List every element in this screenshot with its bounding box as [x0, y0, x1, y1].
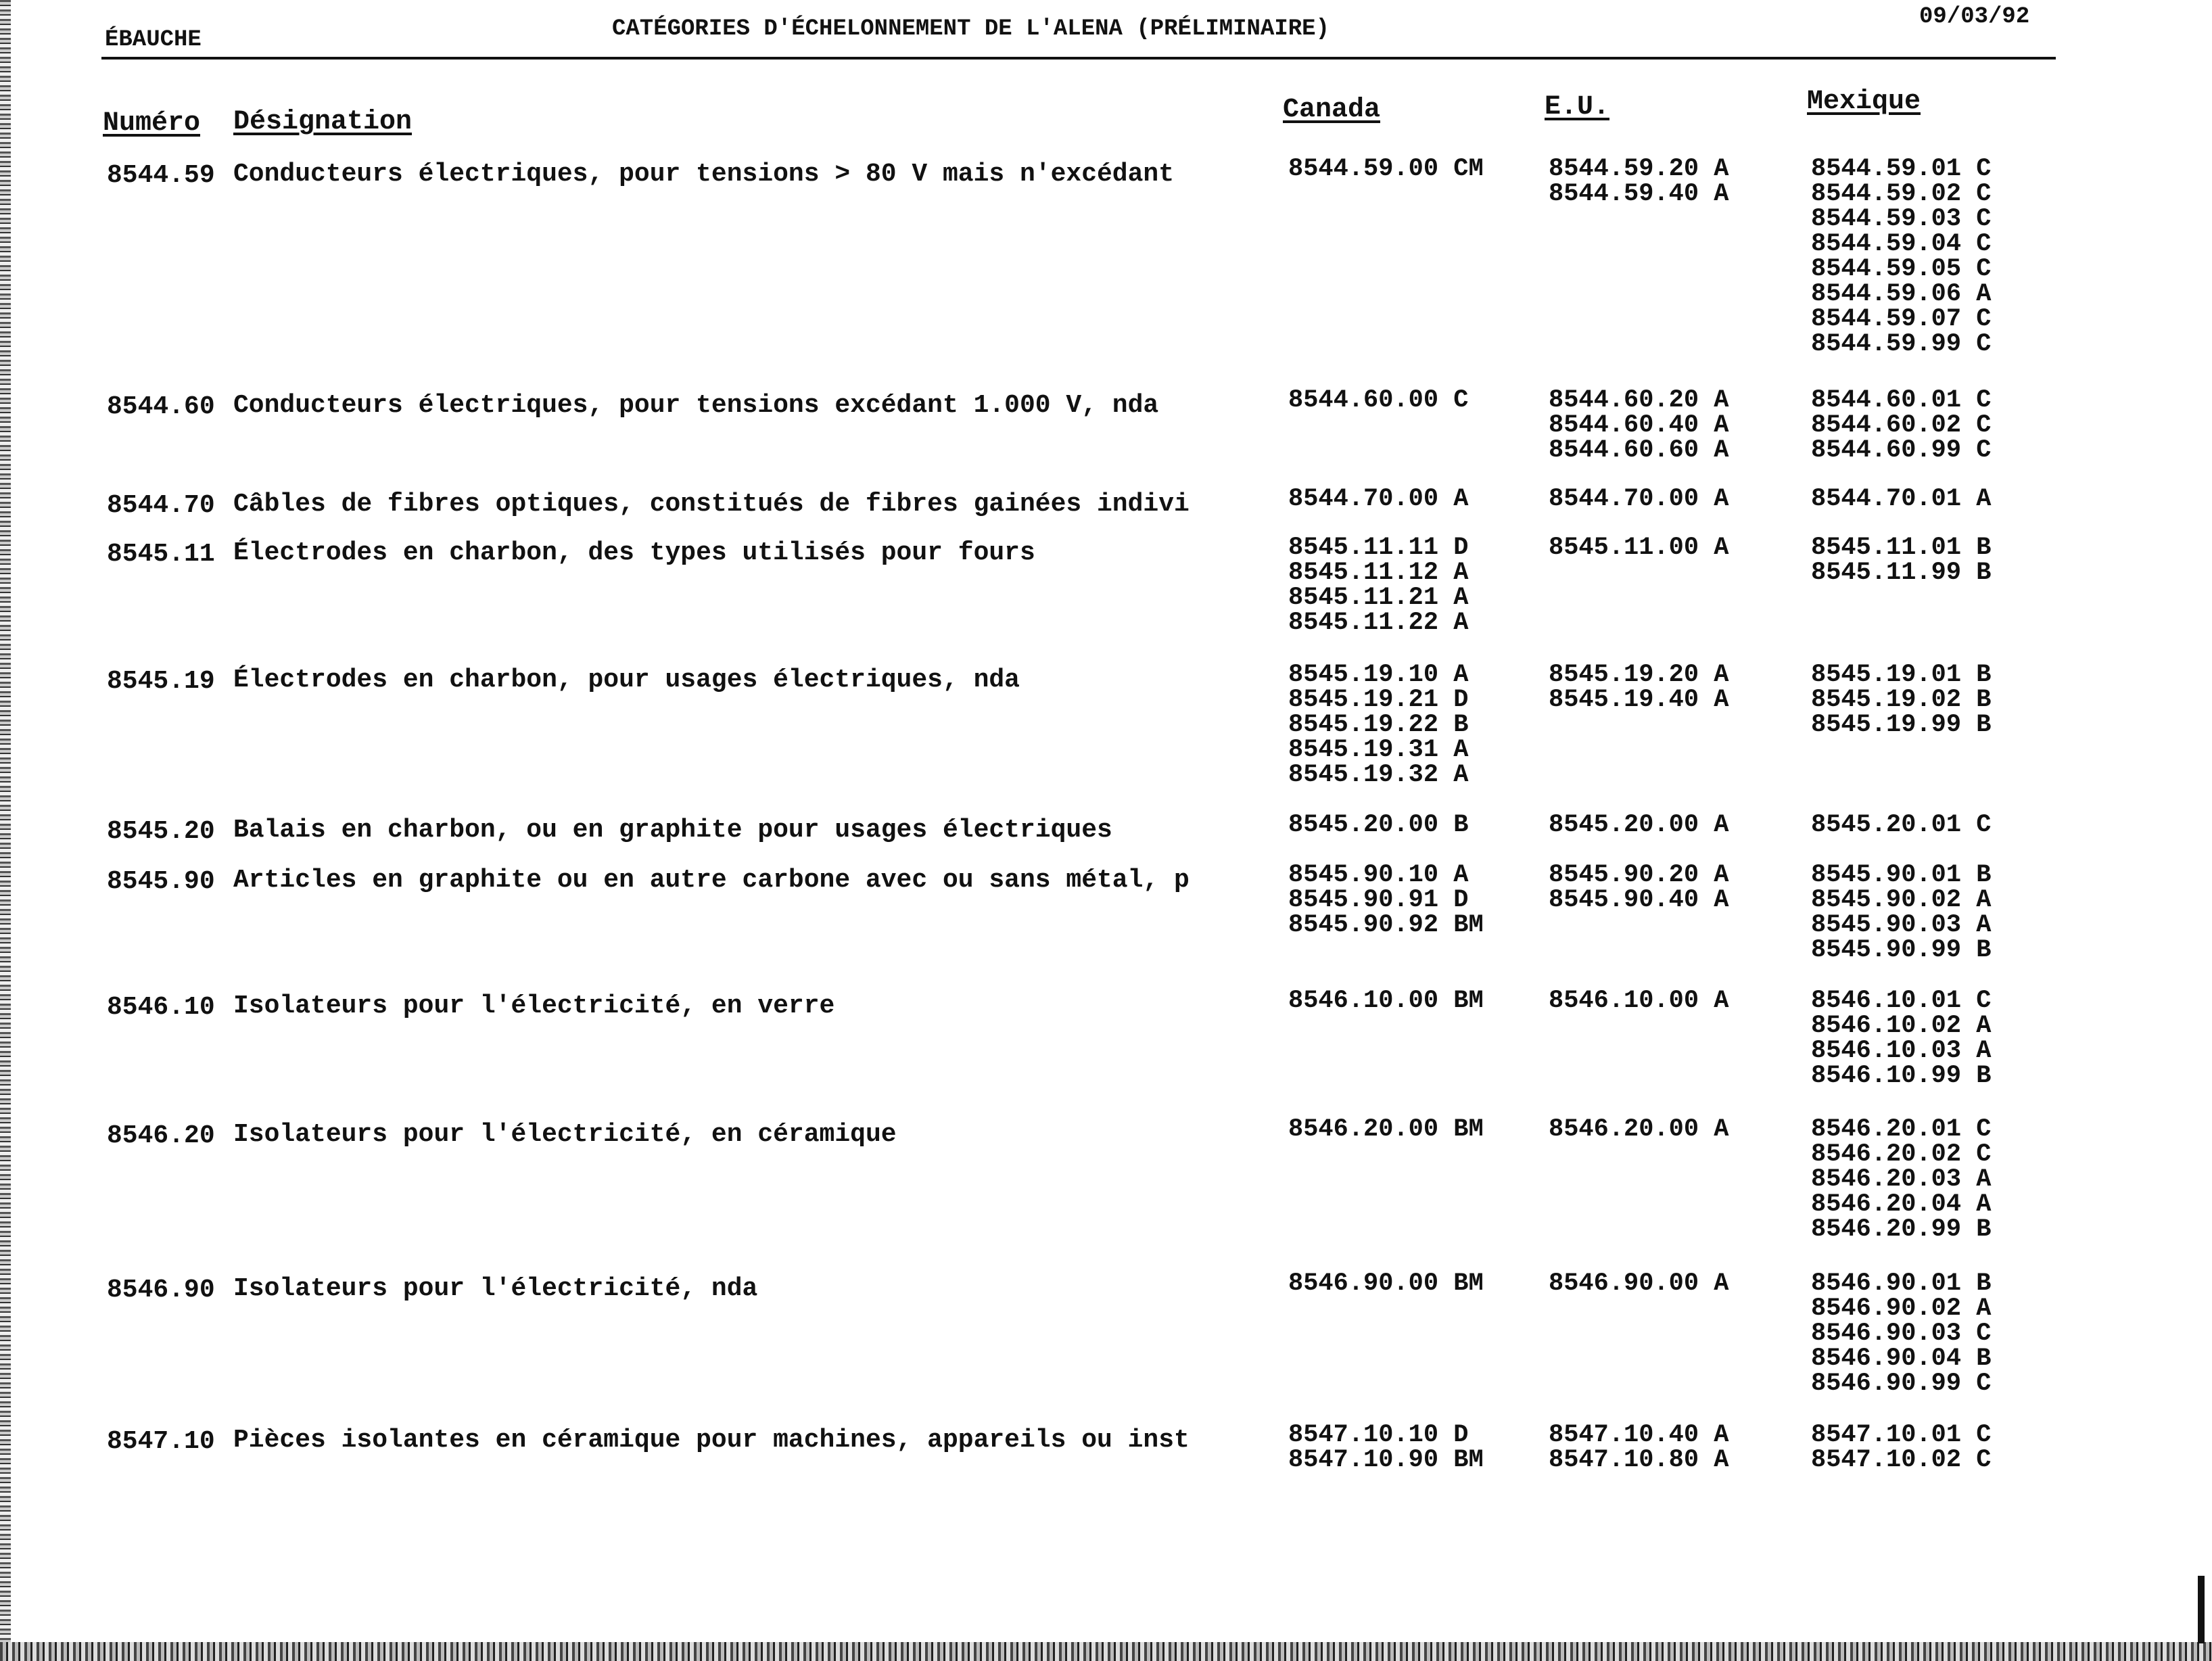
mexique-codes [1811, 989, 1991, 1089]
tariff-code: 8544.70.00 A [1288, 485, 1469, 513]
tariff-code: 8545.20.01 C [1811, 811, 1992, 839]
tariff-code: 8546.90.02 A [1811, 1294, 1992, 1323]
column-header-mexique: Mexique [1807, 87, 1921, 117]
eu-codes [1549, 989, 1728, 1014]
canada-codes [1288, 1423, 1484, 1473]
row-numero: 8546.10 [107, 993, 215, 1022]
canada-codes [1288, 663, 1468, 788]
tariff-code: 8544.59.06 A [1811, 280, 1992, 308]
column-header-canada: Canada [1283, 95, 1381, 125]
tariff-code: 8546.90.04 B [1811, 1344, 1992, 1373]
tariff-code: 8545.90.20 A [1549, 861, 1729, 889]
tariff-code: 8545.90.03 A [1811, 911, 1992, 939]
tariff-code: 8545.19.20 A [1549, 661, 1729, 689]
row-designation: Électrodes en charbon, des types utilisés pour fours [233, 538, 1035, 567]
tariff-code: 8544.59.20 A [1549, 155, 1729, 183]
tariff-code: 8545.19.21 D [1288, 686, 1469, 714]
tariff-code: 8545.19.31 A [1288, 736, 1469, 764]
eu-codes [1549, 1271, 1728, 1296]
canada-codes [1288, 487, 1468, 512]
tariff-code: 8546.10.02 A [1811, 1012, 1992, 1040]
tariff-code: 8545.11.22 A [1288, 609, 1469, 637]
canada-codes [1288, 813, 1468, 838]
scan-edge-left [0, 0, 11, 1661]
header-rule [101, 57, 2056, 60]
tariff-code: 8546.20.03 A [1811, 1165, 1992, 1194]
tariff-code: 8545.11.12 A [1288, 559, 1469, 587]
row-numero: 8547.10 [107, 1427, 215, 1456]
column-header-designation: Désignation [233, 107, 413, 137]
canada-codes [1288, 989, 1484, 1014]
canada-codes [1288, 388, 1468, 413]
mexique-codes [1811, 1271, 1991, 1397]
row-designation: Pièces isolantes en céramique pour machines, appareils ou inst [233, 1426, 1190, 1455]
tariff-code: 8545.19.10 A [1288, 661, 1469, 689]
tariff-code: 8546.20.00 BM [1288, 1115, 1484, 1144]
tariff-code: 8544.59.04 C [1811, 230, 1992, 258]
row-numero: 8544.59 [107, 161, 215, 190]
row-numero: 8546.90 [107, 1276, 215, 1305]
eu-codes [1549, 1117, 1728, 1142]
row-numero: 8546.20 [107, 1121, 215, 1150]
tariff-code: 8545.19.22 B [1288, 711, 1469, 739]
tariff-code: 8546.10.03 A [1811, 1037, 1992, 1065]
row-designation: Électrodes en charbon, pour usages électriques, nda [233, 665, 1020, 695]
row-numero: 8545.20 [107, 817, 215, 846]
tariff-code: 8544.59.02 C [1811, 180, 1992, 208]
tariff-code: 8545.20.00 A [1549, 811, 1729, 839]
tariff-code: 8546.20.00 A [1549, 1115, 1729, 1144]
row-numero: 8545.90 [107, 867, 215, 896]
canada-codes [1288, 863, 1484, 938]
eu-codes [1549, 663, 1728, 713]
mexique-codes [1811, 813, 1991, 838]
mexique-codes [1811, 663, 1991, 738]
row-numero: 8544.60 [107, 392, 215, 421]
eu-codes [1549, 1423, 1728, 1473]
tariff-code: 8546.10.00 A [1549, 987, 1729, 1015]
tariff-code: 8545.11.01 B [1811, 534, 1992, 562]
tariff-code: 8546.90.01 B [1811, 1269, 1992, 1298]
row-numero: 8544.70 [107, 491, 215, 520]
tariff-code: 8544.59.01 C [1811, 155, 1992, 183]
tariff-code: 8546.10.99 B [1811, 1062, 1992, 1090]
tariff-code: 8546.20.01 C [1811, 1115, 1992, 1144]
tariff-code: 8545.11.00 A [1549, 534, 1729, 562]
tariff-code: 8546.90.03 C [1811, 1319, 1992, 1348]
tariff-code: 8546.20.02 C [1811, 1140, 1992, 1169]
mexique-codes [1811, 388, 1991, 463]
tariff-code: 8544.60.60 A [1549, 436, 1729, 465]
tariff-code: 8546.90.99 C [1811, 1370, 1992, 1398]
tariff-code: 8545.11.11 D [1288, 534, 1469, 562]
canada-codes [1288, 157, 1484, 182]
tariff-code: 8545.90.91 D [1288, 886, 1469, 914]
tariff-code: 8546.10.01 C [1811, 987, 1992, 1015]
tariff-code: 8544.59.05 C [1811, 255, 1992, 283]
tariff-code: 8547.10.40 A [1549, 1421, 1729, 1449]
tariff-code: 8544.59.40 A [1549, 180, 1729, 208]
column-header-numero: Numéro [103, 108, 201, 139]
canada-codes [1288, 1271, 1484, 1296]
tariff-code: 8545.90.02 A [1811, 886, 1992, 914]
tariff-code: 8544.60.99 C [1811, 436, 1992, 465]
tariff-code: 8545.19.40 A [1549, 686, 1729, 714]
scan-edge-bottom [0, 1642, 2212, 1661]
row-numero: 8545.11 [107, 540, 215, 569]
mexique-codes [1811, 1423, 1991, 1473]
mexique-codes [1811, 863, 1991, 963]
tariff-code: 8546.20.99 B [1811, 1215, 1992, 1244]
tariff-code: 8545.11.99 B [1811, 559, 1992, 587]
tariff-code: 8545.90.99 B [1811, 936, 1992, 964]
tariff-code: 8545.90.01 B [1811, 861, 1992, 889]
tariff-code: 8544.59.99 C [1811, 330, 1992, 358]
mexique-codes [1811, 487, 1991, 512]
eu-codes [1549, 388, 1728, 463]
tariff-code: 8545.19.32 A [1288, 761, 1469, 789]
eu-codes [1549, 813, 1728, 838]
document-title: CATÉGORIES D'ÉCHELONNEMENT DE L'ALENA (PRÉLIMINAIRE) [612, 16, 1329, 42]
tariff-code: 8547.10.01 C [1811, 1421, 1992, 1449]
mexique-codes [1811, 157, 1991, 357]
row-designation: Articles en graphite ou en autre carbone avec ou sans métal, p [233, 866, 1190, 895]
tariff-code: 8545.19.99 B [1811, 711, 1992, 739]
row-designation: Isolateurs pour l'électricité, en verre [233, 991, 835, 1021]
tariff-code: 8544.60.01 C [1811, 386, 1992, 415]
tariff-code: 8547.10.02 C [1811, 1446, 1992, 1474]
row-numero: 8545.19 [107, 667, 215, 696]
column-header-eu: E.U. [1545, 92, 1610, 122]
draft-label: ÉBAUCHE [105, 27, 202, 53]
tariff-code: 8545.19.01 B [1811, 661, 1992, 689]
row-designation: Isolateurs pour l'électricité, en céramique [233, 1120, 897, 1149]
document-date: 09/03/92 [1919, 4, 2030, 30]
canada-codes [1288, 1117, 1484, 1142]
tariff-code: 8546.90.00 BM [1288, 1269, 1484, 1298]
row-designation: Conducteurs électriques, pour tensions excédant 1.000 V, nda [233, 391, 1159, 420]
canada-codes [1288, 536, 1468, 636]
tariff-code: 8544.59.07 C [1811, 305, 1992, 333]
scan-edge-corner [2198, 1576, 2205, 1643]
row-designation: Isolateurs pour l'électricité, nda [233, 1274, 758, 1303]
tariff-code: 8545.90.40 A [1549, 886, 1729, 914]
tariff-code: 8546.20.04 A [1811, 1190, 1992, 1219]
tariff-code: 8544.60.00 C [1288, 386, 1469, 415]
tariff-code: 8544.60.40 A [1549, 411, 1729, 440]
eu-codes [1549, 157, 1728, 207]
tariff-code: 8544.59.00 CM [1288, 155, 1484, 183]
eu-codes [1549, 863, 1728, 913]
tariff-code: 8544.60.20 A [1549, 386, 1729, 415]
mexique-codes [1811, 536, 1991, 586]
mexique-codes [1811, 1117, 1991, 1242]
tariff-code: 8545.19.02 B [1811, 686, 1992, 714]
tariff-code: 8545.20.00 B [1288, 811, 1469, 839]
row-designation: Balais en charbon, ou en graphite pour usages électriques [233, 816, 1112, 845]
row-designation: Câbles de fibres optiques, constitués de fibres gainées indivi [233, 490, 1190, 519]
eu-codes [1549, 536, 1728, 561]
tariff-code: 8547.10.90 BM [1288, 1446, 1484, 1474]
tariff-code: 8544.70.01 A [1811, 485, 1992, 513]
eu-codes [1549, 487, 1728, 512]
row-designation: Conducteurs électriques, pour tensions > 80 V mais n'excédant [233, 160, 1175, 189]
tariff-code: 8547.10.80 A [1549, 1446, 1729, 1474]
tariff-code: 8544.59.03 C [1811, 205, 1992, 233]
tariff-code: 8544.70.00 A [1549, 485, 1729, 513]
tariff-code: 8547.10.10 D [1288, 1421, 1469, 1449]
tariff-code: 8545.90.10 A [1288, 861, 1469, 889]
tariff-code: 8546.10.00 BM [1288, 987, 1484, 1015]
tariff-code: 8546.90.00 A [1549, 1269, 1729, 1298]
tariff-code: 8545.11.21 A [1288, 584, 1469, 612]
tariff-code: 8544.60.02 C [1811, 411, 1992, 440]
tariff-code: 8545.90.92 BM [1288, 911, 1484, 939]
